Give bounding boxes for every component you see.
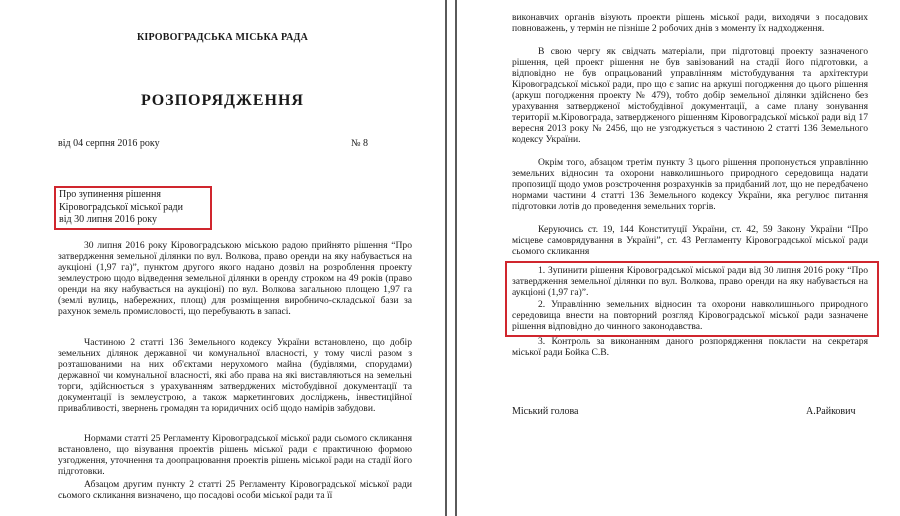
document-type-heading: РОЗПОРЯДЖЕННЯ <box>141 92 304 109</box>
document-page-left <box>0 0 447 516</box>
order-item-2: 2. Управлінню земельних відносин та охорони навколишнього природного середовища внести на повторний розгляд Кіровоградської міської ради зазначене рішення відповідно до чинного законодавства. <box>512 299 868 332</box>
order-item-3: 3. Контроль за виконанням даного розпорядження покласти на секретаря міської ради Бойка С.В. <box>512 336 868 358</box>
paragraph-decision: 30 липня 2016 року Кіровоградською міською радою прийнято рішення “Про затвердження земельної ділянки по вул. Волкова, право оренди на яку набувається на аукціоні (1,97 га)”, пунктом другого якого надано дозвіл на розроблення проекту землеустрою щодо відведення земельної ділянки в оренду строком на 49 років (право оренди на яку набувається на аукціоні) по вул. Волкова загальною площею 1,97 га (землі вулиць, набережних, площ) для розміщення виробничо-складської бази за рахунок земель промисловості, що перебувають в запасі. <box>58 240 412 317</box>
paragraph-installment: Окрім того, абзацом третім пункту 3 цього рішення пропонується управлінню земельних відносин та охорони навколишнього природного середовища надати пропозиції щодо умов розстрочення розрахунків за придбаний лот, що не передбачено нормами частини 4 статті 136 Земельного кодексу України, яка регулює питання підготовки лотів до проведення земельних торгів. <box>512 157 868 212</box>
signature-name: А.Райкович <box>806 406 856 417</box>
subject-line: Про зупинення рішення <box>59 189 161 200</box>
subject-box <box>54 186 212 230</box>
document-page-right <box>455 0 900 516</box>
signature-title: Міський голова <box>512 406 579 417</box>
order-item-1: 1. Зупинити рішення Кіровоградської міської ради від 30 липня 2016 року “Про затвердження земельної ділянки по вул. Волкова, право оренди на яку набувається на аукціоні (1,97 га)”. <box>512 265 868 298</box>
paragraph-materials: В свою чергу як свідчать матеріали, при підготовці проекту зазначеного рішення, цей проект рішення не був завізований на стадії його підготовки, а відповідно не був опрацьований управлінням містобудування та архітектури Кіровоградської міської ради, про що є запис на аркуші погодження до цього рішення (аркуш погодження проекту № 479), тобто добір земельної ділянки здійснено без урахування затвердженої містобудівної документації, а саме плану зонування території м.Кіровограда, затвердженого рішенням Кіровоградської міської ради від 17 вересня 2013 року № 2456, що не узгоджується з частиною 2 статті 136 Земельного кодексу України. <box>512 46 868 145</box>
document-number: № 8 <box>351 138 369 149</box>
document-date: від 04 серпня 2016 року <box>58 138 160 149</box>
paragraph-land-code: Частиною 2 статті 136 Земельного кодексу України встановлено, що добір земельних ділянок державної чи комунальної власності, у тому числі разом з розташованими на них об'єктами нерухомого майна (будівлями, спорудами) державної чи комунальної власності, які або права на які виставляються на земельні торги, здійснюється з урахуванням затверджених містобудівної документації та документації із землеустрою, а також маркетингових досліджень, інвестиційної привабливості, звернень громадян та юридичних осіб щодо намірів забудови. <box>58 337 412 414</box>
council-name: КІРОВОГРАДСЬКА МІСЬКА РАДА <box>136 32 308 43</box>
subject-line: від 30 липня 2016 року <box>59 214 157 225</box>
paragraph-legal-basis: Керуючись ст. 19, 144 Конституції України, ст. 42, 59 Закону України “Про місцеве самоврядування в Україні”, ст. 43 Регламенту Кіровоградської міської ради сьомого скликання <box>512 224 868 257</box>
highlight-box <box>505 261 879 337</box>
subject-line: Кіровоградської міської ради <box>59 201 183 213</box>
paragraph-continuation: виконавчих органів візують проекти рішень міської ради, виходячи з посадових повноважень, у термін не пізніше 2 робочих днів з моменту їх надходження. <box>512 12 868 34</box>
paragraph-article-25: Абзацом другим пункту 2 статті 25 Регламенту Кіровоградської міської ради сьомого скликання визначено, що посадові особи міської ради та її <box>58 479 412 501</box>
paragraph-regulations: Нормами статті 25 Регламенту Кіровоградської міської ради сьомого скликання встановлено, що візування проектів рішень міської ради є практичною формою узгодження, уточнення та доопрацювання проектів рішень міської ради на стадії його підготовки. <box>58 433 412 477</box>
